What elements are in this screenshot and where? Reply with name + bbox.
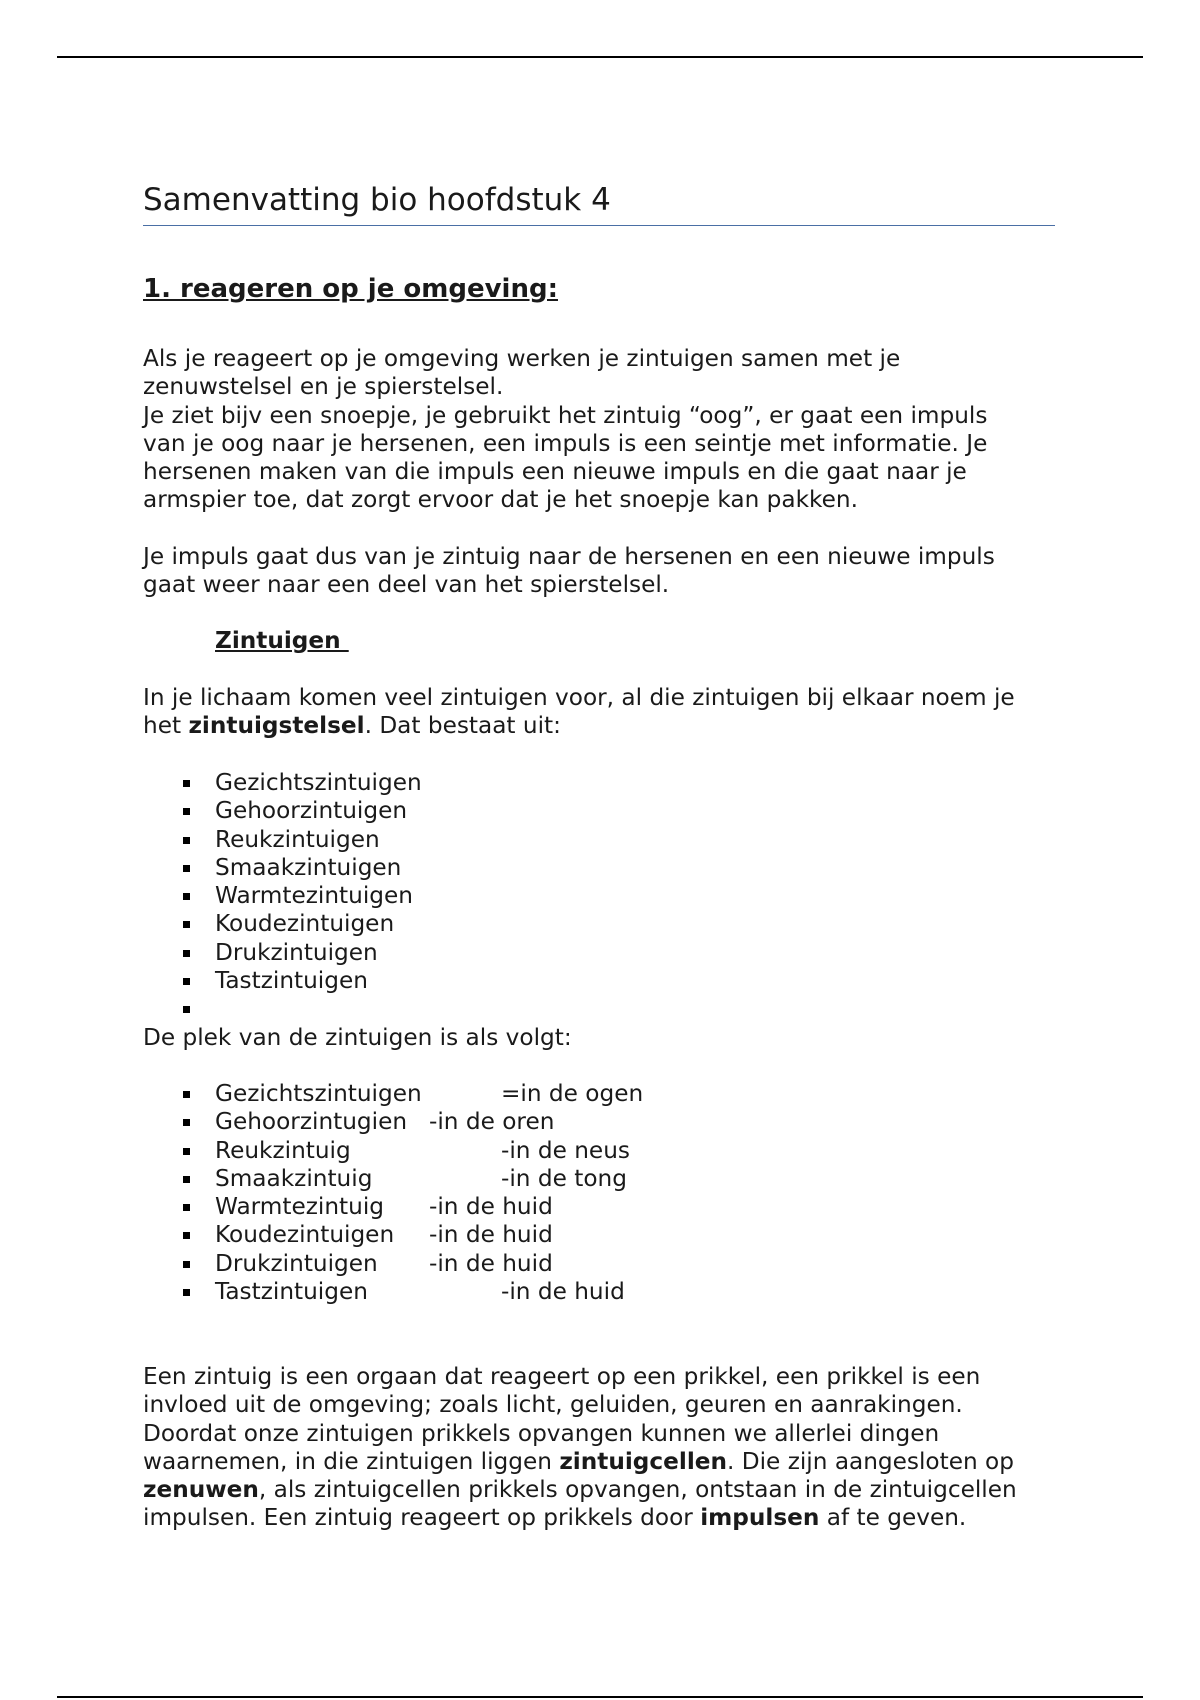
list-item [143,882,422,910]
paragraph-zintuig-definition [143,1363,1058,1533]
text-run: waarnemen, in die zintuigen liggen [143,1447,560,1475]
text-run: af te geven. [819,1504,967,1532]
bullet-icon [183,1289,190,1296]
senses-list [143,769,422,1024]
paragraph-location-intro: De plek van de zintuigen is als volgt: [143,1024,572,1051]
text-run: . Die zijn aangesloten op [727,1447,1014,1475]
bold-term: zenuwen [143,1476,259,1504]
paragraph-line: Een zintuig is een orgaan dat reageert op een prikkel, een prikkel is een [143,1363,981,1390]
bullet-icon [183,1006,190,1013]
list-item [143,939,422,967]
bullet-icon [183,1119,190,1126]
paragraph-zintuigstelsel [143,684,1058,741]
sense-name: Drukzintuigen [215,1249,378,1277]
bullet-icon [183,893,190,900]
list-item [143,1108,555,1136]
bullet-icon [183,978,190,985]
list-item [143,995,422,1023]
document-title: Samenvatting bio hoofdstuk 4 [143,181,1055,226]
list-item [143,910,422,938]
bullet-icon [183,808,190,815]
sense-name: Smaakzintuig [215,1164,373,1192]
text-run: het [143,712,189,740]
paragraph-impulse [143,543,1058,600]
header-rule [57,56,1143,58]
sense-location: -in de neus [501,1136,630,1164]
bullet-icon [183,1091,190,1098]
bold-term: zintuigstelsel [188,712,365,740]
list-item-label: Reukzintuigen [215,825,380,853]
paragraph-line: Je impuls gaat dus van je zintuig naar de hersenen en een nieuwe impuls [143,543,995,570]
list-item [143,1136,630,1165]
list-item-label: Smaakzintuigen [215,853,402,881]
list-item-label: Koudezintuigen [215,910,395,938]
list-item [143,1278,625,1306]
list-item [143,1249,553,1278]
subheading-zintuigen: Zintuigen [215,627,349,654]
paragraph-line: Doordat onze zintuigen prikkels opvangen kunnen we allerlei dingen [143,1419,940,1447]
sense-name: Gehoorzintugien [215,1108,408,1136]
paragraph-line: zenuwstelsel en je spierstelsel. [143,373,504,401]
bullet-icon [183,1176,190,1183]
paragraph-line: gaat weer naar een deel van het spierstelsel. [143,571,670,599]
bullet-icon [183,1148,190,1155]
list-item-label: Gehoorzintuigen [215,797,408,825]
paragraph-line [143,1476,1058,1504]
footer-rule [57,1696,1143,1698]
bullet-icon [183,865,190,872]
bullet-icon [183,837,190,844]
list-item [143,1080,644,1108]
locations-list [143,1080,644,1306]
bold-term: zintuigcellen [559,1447,728,1475]
sense-name: Tastzintuigen [215,1278,368,1306]
text-run: , als zintuigcellen prikkels opvangen, ontstaan in de zintuigcellen [258,1476,1017,1504]
list-item [143,854,422,882]
list-item [143,1193,553,1221]
paragraph-line [143,712,1058,740]
list-item [143,769,422,797]
text-run: . Dat bestaat uit: [364,712,561,740]
sense-name: Warmtezintuig [215,1193,384,1221]
list-item [143,826,422,854]
sense-location: -in de huid [429,1249,553,1277]
bullet-icon [183,1232,190,1239]
list-item [143,967,422,995]
list-item [143,1164,627,1193]
text-run: impulsen. Een zintuig reageert op prikkels door [143,1504,701,1532]
paragraph-line: In je lichaam komen veel zintuigen voor, al die zintuigen bij elkaar noem je [143,684,1015,711]
bullet-icon [183,780,190,787]
bold-term: impulsen [700,1504,820,1532]
sense-location: -in de huid [429,1193,553,1221]
paragraph-line: armspier toe, dat zorgt ervoor dat je het snoepje kan pakken. [143,486,858,514]
sense-name: Reukzintuig [215,1136,351,1164]
sense-location: =in de ogen [501,1080,644,1107]
list-item-label: Drukzintuigen [215,938,378,966]
paragraph-line [143,1504,1058,1532]
list-item [143,1221,553,1249]
sense-location: -in de oren [429,1108,555,1136]
sense-location: -in de huid [501,1278,625,1306]
paragraph-intro [143,345,1058,515]
sense-name: Gezichtszintuigen [215,1080,422,1107]
sense-name: Koudezintuigen [215,1221,395,1249]
paragraph-line: hersenen maken van die impuls een nieuwe impuls en die gaat naar je [143,458,967,486]
bullet-icon [183,921,190,928]
list-item [143,797,422,825]
paragraph-line: Als je reageert op je omgeving werken je zintuigen samen met je [143,345,901,372]
bullet-icon [183,1204,190,1211]
bullet-icon [183,950,190,957]
sense-location: -in de tong [501,1164,627,1192]
sense-location: -in de huid [429,1221,553,1249]
bullet-icon [183,1261,190,1268]
paragraph-line: Je ziet bijv een snoepje, je gebruikt het zintuig “oog”, er gaat een impuls [143,401,988,429]
list-item-label: Warmtezintuigen [215,882,413,910]
paragraph-line: van je oog naar je hersenen, een impuls is een seintje met informatie. Je [143,429,988,457]
list-item-label: Tastzintuigen [215,967,368,995]
paragraph-line: invloed uit de omgeving; zoals licht, geluiden, geuren en aanrakingen. [143,1391,963,1419]
paragraph-line [143,1448,1058,1476]
section-heading: 1. reageren op je omgeving: [143,274,558,304]
list-item-label: Gezichtszintuigen [215,769,422,796]
